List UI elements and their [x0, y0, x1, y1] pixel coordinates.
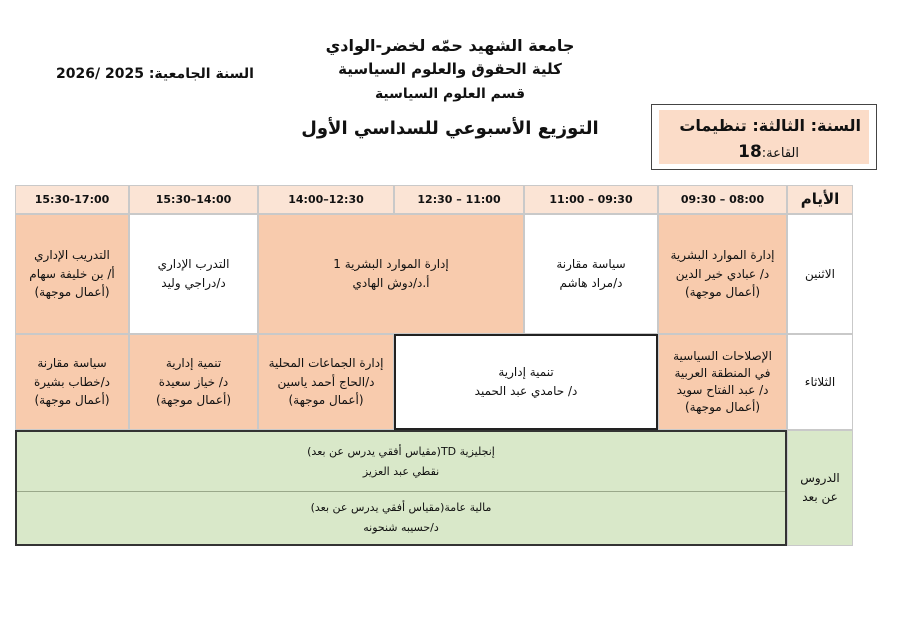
- session-course: تنمية إدارية: [498, 365, 554, 380]
- department-name: قسم العلوم السياسية: [374, 86, 526, 102]
- time-slot-5: 14:00–15:30: [129, 185, 258, 214]
- day-label-monday: الاثنين: [787, 214, 853, 334]
- session-teacher: د/ عبد الفتاح سويد: [676, 383, 769, 397]
- days-header: الأيام: [787, 185, 853, 214]
- page-title: التوزيع الأسبوعي للسداسي الأول: [301, 118, 599, 139]
- session-monday-5: [15, 214, 129, 334]
- session-teacher: د/مراد هاشم: [559, 276, 623, 290]
- session-monday-3: [258, 214, 524, 334]
- session-course: الإصلاحات السياسية: [673, 349, 772, 364]
- session-tuesday-5: [15, 334, 129, 430]
- session-course: التدرب الإداري: [157, 257, 230, 272]
- time-slot-3: 11:00 – 12:30: [394, 185, 524, 214]
- room-line: [738, 142, 799, 162]
- session-teacher: د/ عبادي خير الدين: [675, 266, 770, 281]
- distance-course-title: مالية عامة(مقياس أفقي يدرس عن بعد): [310, 501, 492, 515]
- distance-block: [15, 430, 787, 546]
- session-monday-2: [524, 214, 658, 334]
- room-label: القاعة:: [761, 146, 799, 161]
- session-teacher: أ/ بن خليفة سهام: [29, 266, 115, 281]
- session-type: (أعمال موجهة): [685, 285, 760, 300]
- distance-course-title: إنجليزية TD(مقياس أفقي يدرس عن بعد): [307, 444, 495, 458]
- distance-course-1: [17, 432, 785, 492]
- distance-label-line1: الدروس: [800, 471, 840, 486]
- session-type: (أعمال موجهة): [34, 285, 110, 300]
- distance-course-teacher: د/حسيبه شنحونه: [363, 521, 439, 534]
- year-label: السنة: الثالثة: تنظيمات: [679, 116, 861, 135]
- session-course: تنمية إدارية: [165, 356, 222, 371]
- distance-label: [787, 430, 853, 546]
- session-teacher: أ.د/دوش الهادي: [352, 276, 430, 290]
- faculty-name: كلية الحقوق والعلوم السياسية: [338, 60, 562, 78]
- academic-year: السنة الجامعية: 2025 /2026: [56, 66, 254, 82]
- distance-course-2: [17, 492, 785, 544]
- session-course: التدريب الإداري: [34, 248, 110, 263]
- session-teacher: د/الحاج أحمد ياسين: [277, 374, 375, 389]
- session-monday-1: [658, 214, 787, 334]
- session-tuesday-4: [129, 334, 258, 430]
- session-tuesday-3: [258, 334, 394, 430]
- session-type: (أعمال موجهة): [156, 393, 231, 408]
- time-slot-6: 15:30-17:00: [15, 185, 129, 214]
- distance-course-teacher: نقطي عبد العزيز: [362, 464, 440, 478]
- year-info-box: [651, 104, 877, 170]
- session-teacher: د/ خياز سعيدة: [158, 374, 229, 389]
- session-course: إدارة الجماعات المحلية: [268, 356, 384, 371]
- time-slot-4: 12:30–14:00: [258, 185, 394, 214]
- session-tuesday-1: [658, 334, 787, 430]
- session-teacher: د/ حامدي عبد الحميد: [474, 384, 578, 398]
- session-course: سياسة مقارنة: [556, 257, 626, 272]
- year-info-inner: [659, 110, 869, 164]
- time-slot-1: 08:00 – 09:30: [658, 185, 787, 214]
- session-course-cont: في المنطقة العربية: [674, 366, 771, 381]
- session-type: (أعمال موجهة): [685, 399, 760, 414]
- university-name: جامعة الشهيد حمّه لخضر-الوادي: [325, 36, 575, 55]
- session-course: سياسة مقارنة: [37, 356, 107, 371]
- room-number: 18: [738, 142, 762, 162]
- session-course: إدارة الموارد البشرية 1: [333, 257, 449, 272]
- session-teacher: د/دراجي وليد: [161, 276, 226, 290]
- session-tuesday-2: [394, 334, 658, 430]
- session-course: إدارة الموارد البشرية: [670, 248, 775, 263]
- day-label-tuesday: الثلاثاء: [787, 334, 853, 430]
- session-monday-4: [129, 214, 258, 334]
- session-teacher: د/خطاب بشيرة: [34, 374, 110, 389]
- distance-label-line2: عن بعد: [802, 490, 838, 504]
- time-slot-2: 09:30 – 11:00: [524, 185, 658, 214]
- session-type: (أعمال موجهة): [34, 393, 110, 408]
- session-type: (أعمال موجهة): [288, 393, 364, 408]
